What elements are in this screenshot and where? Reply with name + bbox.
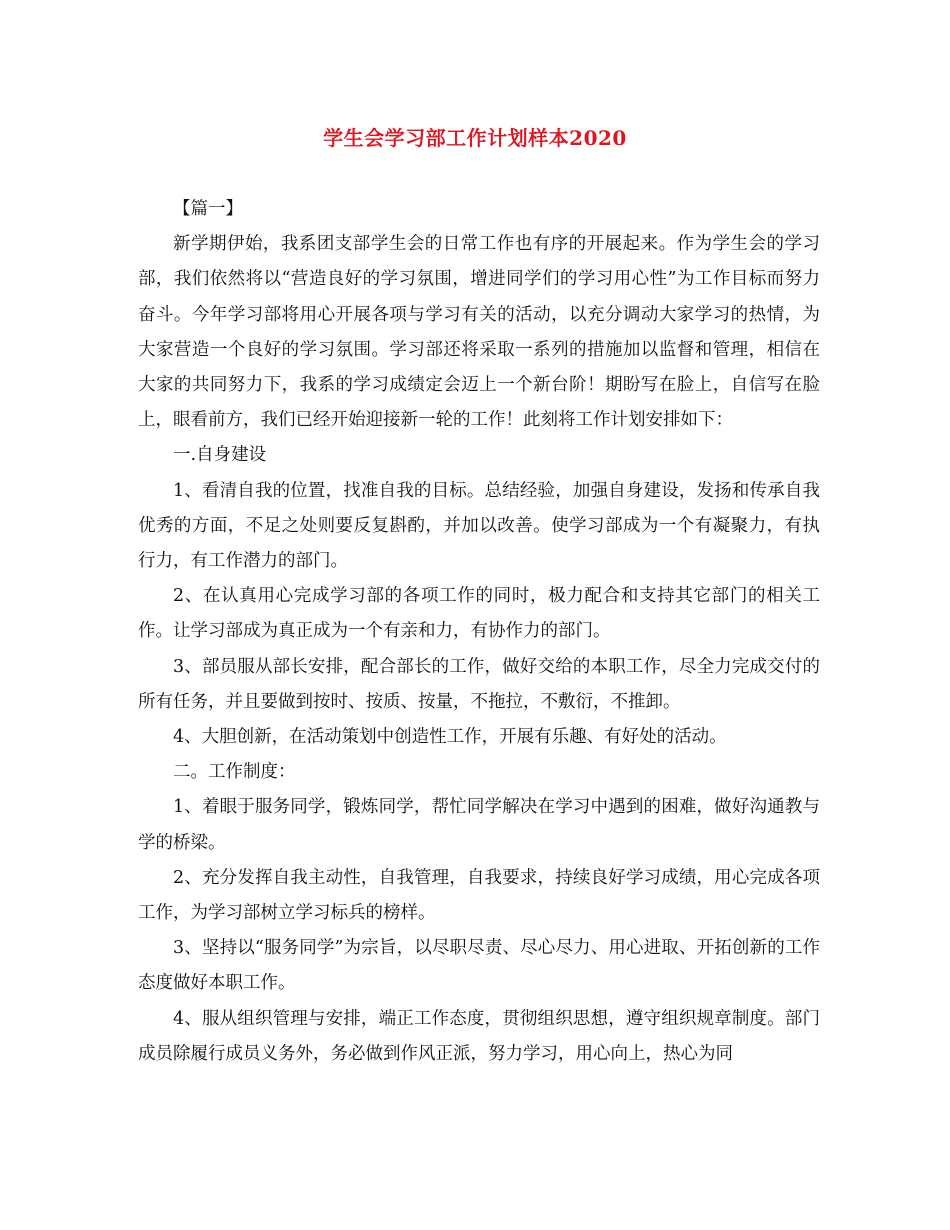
paragraph-item: 2、充分发挥自我主动性，自我管理，自我要求，持续良好学习成绩，用心完成各项工作，为学习部树立学习标兵的榜样。 — [138, 867, 820, 924]
paragraph-item: 4、大胆创新，在活动策划中创造性工作，开展有乐趣、有好处的活动。 — [173, 727, 727, 748]
heading-work-system: 二。工作制度： — [173, 762, 296, 783]
paragraph-item: 1、看清自我的位置，找准自我的目标。总结经验，加强自身建设，发扬和传承自我优秀的方面，不足之处则要反复斟酌，并加以改善。使学习部成为一个有凝聚力，有执行力，有工作潜力的部门。 — [138, 480, 820, 572]
paragraph-item: 4、服从组织管理与安排，端正工作态度，贯彻组织思想，遵守组织规章制度。部门成员除履行成员义务外，务必做到作风正派，努力学习，用心向上，热心为同 — [138, 1008, 820, 1064]
paragraph-item: 2、在认真用心完成学习部的各项工作的同时，极力配合和支持其它部门的相关工作。让学习部成为真正成为一个有亲和力，有协作力的部门。 — [138, 586, 820, 642]
heading-self-building: 一.自身建设 — [173, 445, 267, 466]
document-title: 学生会学习部工作计划样本2020 — [323, 126, 627, 150]
paragraph-intro: 新学期伊始，我系团支部学生会的日常工作也有序的开展起来。作为学生会的学习部，我们依然将以“营造良好的学习氛围，增进同学们的学习用心性”为工作目标而努力奋斗。今年学习部将用心开展各项与学习有关的活动，以充分调动大家学习的热情，为大家营造一个良好的学习氛围。学习部还将采取一系列的措施加以监督和管理，相信在大家的共同努力下，我系的学习成绩定会迈上一个新台阶！期盼写在脸上，自信写在脸上，眼看前方，我们已经开始迎接新一轮的工作！此刻将工作计划安排如下： — [138, 234, 820, 431]
paragraph-item: 3、坚持以“服务同学”为宗旨，以尽职尽责、尽心尽力、用心进取、开拓创新的工作态度做好本职工作。 — [138, 938, 820, 994]
paragraph-item: 3、部员服从部长安排，配合部长的工作，做好交给的本职工作，尽全力完成交付的所有任务，并且要做到按时、按质、按量，不拖拉，不敷衍，不推卸。 — [138, 656, 820, 712]
paragraph-section-heading: 【篇一】 — [173, 199, 243, 219]
paragraph-item: 1、着眼于服务同学，锻炼同学，帮忙同学解决在学习中遇到的困难，做好沟通教与学的桥梁。 — [138, 797, 820, 853]
document-body — [138, 192, 820, 1072]
